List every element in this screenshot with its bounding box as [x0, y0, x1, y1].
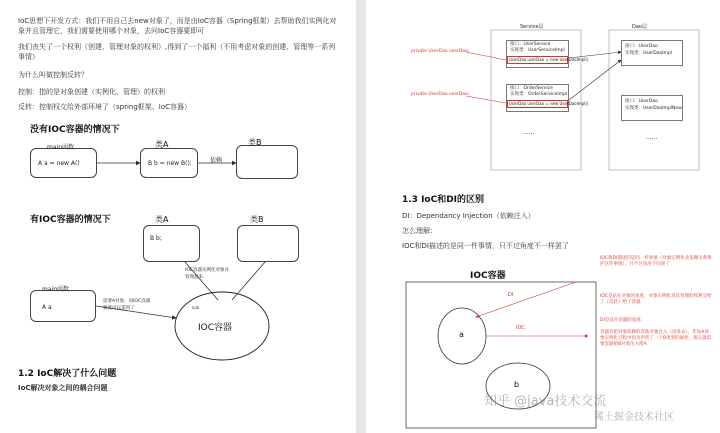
dao-layer-title: Dao层: [632, 24, 647, 30]
ioc-arrow-label: IOC: [516, 325, 525, 331]
order-service-new: UserDao userDao = new UserDaoImpl(): [509, 101, 589, 106]
user-dao-new-title: 接口：UserDao: [625, 99, 658, 104]
question-text: 为什么叫做控制反转？: [18, 71, 88, 79]
note-di-perspective: DI是站在容器的角度，: [600, 318, 646, 323]
red-link-2: [466, 96, 506, 103]
logo-text: 稀土掘金技术社区: [594, 412, 674, 423]
ioc-contents-label: a,b: [192, 306, 200, 311]
heading-ioc-solves: 1.2 IoC解决了什么问题: [18, 369, 117, 379]
red-link-1: [466, 52, 506, 60]
ioc-note-line1: IOC容器实例化对象并: [185, 268, 230, 273]
note-ioc-perspective: IOC是站在对象的角度，对象实例化及其管理的权利交给了（反转）给了容器: [600, 294, 712, 305]
dao-more-dots: ......: [646, 134, 658, 141]
object-a-label: a: [459, 330, 464, 339]
order-service-impl: 实现类：OrderServiceImpl: [510, 92, 568, 97]
control-text: 控制：指的是对象创建（实例化、管理）的权利: [18, 88, 165, 96]
heading-without-ioc: 没有IOC容器的情况下: [30, 125, 120, 135]
di-definition: DI：Dependancy Injection（依赖注入）: [402, 212, 535, 220]
user-dao-new-impl: 实现类：UserDaoImplNew: [625, 106, 682, 111]
need-note-line2: 要就可以拿到了: [103, 306, 135, 311]
main-function-code: A a = new A(): [38, 160, 80, 167]
di-arrow: [476, 282, 576, 317]
main-function-box-2: [30, 290, 96, 322]
class-b-title-2: 类B: [250, 215, 264, 224]
user-service-new: UserDao userDao = new UserDaoImpl(): [509, 57, 589, 62]
ioc-note-line2: 管理起来: [185, 275, 203, 280]
service-more-dots: ......: [523, 129, 535, 136]
how-to-understand: 怎么理解：: [402, 227, 437, 235]
heading-with-ioc: 有IOC容器的情况下: [30, 215, 111, 225]
main-function-code-2: A a: [42, 304, 52, 311]
loss-paragraph: 我们丧失了一个权利（创建、管理对象的权利）,得到了一个福利（不用考虑对象的创建、管理等一系列事情）: [18, 43, 336, 61]
note-same-thing: IOC和DI描述的是同一件事情（对象实例化及依赖关系维护这件事情），只不过角度不同罢了: [600, 256, 712, 267]
user-dao-impl: 实现类：UserDaoImpl: [625, 51, 673, 56]
heading-ioc-vs-di: 1.3 IoC和DI的区别: [402, 195, 485, 205]
class-a-box-2: [143, 225, 200, 262]
class-a-title: 类A: [155, 140, 169, 149]
need-note-line1: 需要A对象，问IOC容器: [103, 299, 151, 304]
class-a-code-2: B b;: [150, 235, 162, 242]
object-b-label: b: [514, 380, 520, 389]
reverse-text: 反转：控制权交给外部环境了（spring框架、IoC容器）: [18, 103, 192, 111]
service-layer-title: Service层: [520, 24, 544, 30]
class-b-title: 类B: [248, 138, 262, 147]
class-a-title-2: 类A: [155, 215, 169, 224]
ioc-container-label: IOC容器: [198, 323, 233, 333]
main-function-title-2: main函数: [42, 286, 69, 293]
main-function-title: main函数: [47, 144, 74, 151]
red-userdao-2: private UserDao userDao;: [411, 92, 470, 97]
note-container-inject: 容器会把对象依赖的其他对象注入（送进去），比如A对象实例化过程中因为声明了一个B类型的属性，那么就需要容器把B对象注入给A: [600, 330, 712, 347]
order-service-title: 接口：OrderService: [510, 86, 553, 91]
right-page: [366, 0, 720, 433]
class-b-box: [236, 145, 298, 179]
watermark-text: 知乎 @java技术交流: [484, 394, 607, 409]
ioc-solves-text: IoC解决对象之间的耦合问题: [18, 384, 108, 392]
user-service-title: 接口：UserService: [510, 42, 551, 47]
class-b-box-2: [237, 225, 299, 262]
arrow-service-to-dao-2: [569, 60, 621, 100]
left-page: [0, 0, 356, 433]
same-thing-text: IOC和DI描述的是同一件事情，只不过角度不一样罢了: [402, 242, 569, 250]
red-userdao-1: private UserDao userDao;: [411, 49, 470, 54]
intro-paragraph: IoC思想下开发方式：我们不用自己去new对象了，而是由IoC容器（Spring框架）去帮助我们实例化对象并且管理它，我们需要使用哪个对象，去问IoC容器要即可: [18, 17, 337, 35]
user-dao-title: 接口：UserDao: [625, 44, 658, 49]
depends-label: 依赖: [210, 157, 223, 164]
ioc-container-title: IOC容器: [470, 271, 506, 281]
user-service-impl: 实现类：UserServiceImpl: [510, 48, 565, 53]
class-a-code: B b = new B();: [148, 160, 192, 167]
di-arrow-label: DI: [508, 292, 514, 298]
arrow-ioc-to-b: [232, 262, 265, 300]
